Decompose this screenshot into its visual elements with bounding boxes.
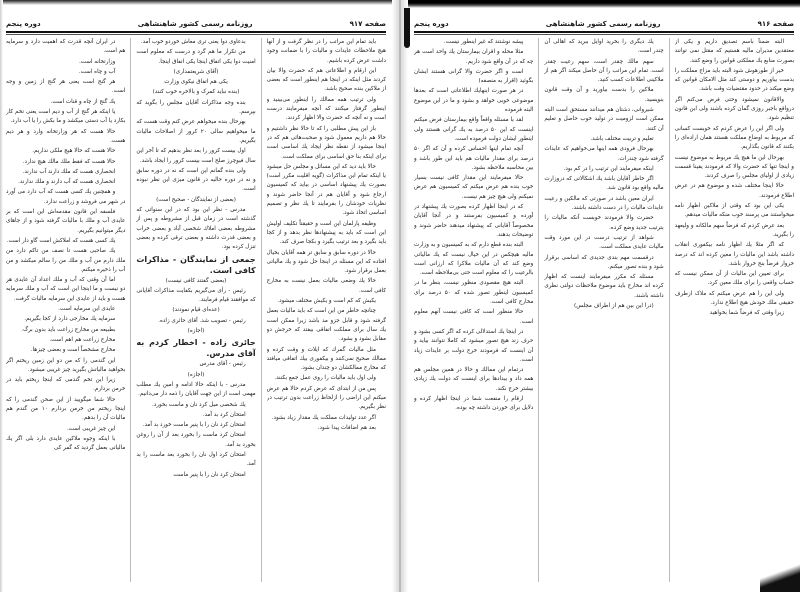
session-label: دوره پنجم [414,20,449,28]
column-3 [6,38,125,582]
paragraph: امتحان کرد نان را با پنیر ماست [173,471,246,478]
parenthetical-note: (بعضی گفتند کافی نیست) [165,277,227,284]
page-gutter [392,0,408,592]
paragraph: حالا منظور است که کافی نیست آنهم معلوم است. [414,309,534,325]
paragraph: امتحان کرد نان را با پنیر ماست خورد بد آمد. [142,422,246,429]
paragraph: بنده وجه مذاکرات آقایان مجلس را بگوید که بپرسم. [136,99,256,116]
paragraph: شیروانی، دشتان هم میدانند مستحق است البته ممکن است لزومیت در تولید خوب حاصل و تعلیم آن کنند. [544,107,664,132]
paragraph: بعد عرض کردم که فرضاً سهم مالکانه و ولیعهد را بگیرید. [674,222,794,238]
paragraph: زیرا این تخم گندمی که اینجا ریختم باید در خرمن بردارم. [6,377,126,393]
session-label: دوره پنجم [6,20,41,28]
paragraph: عایدی این سرمایه است. [58,306,116,313]
column-2 [544,38,663,582]
parenthetical-note: (بنده نباید کمرک و بالاخره خوب کنند) [152,89,240,96]
parenthetical-note: یکی هم اتفاق نیکوی وزارت [164,79,228,86]
paragraph: زیرا وقتی که فرضاً شما بخواهید [709,310,784,317]
newspaper-title: روزنامه رسمی کشور شاهنشاهی [545,20,661,28]
paragraph: ایران معین باشد در صورتی که مالکین و رعیت عایدات مالیات را در دست داشته باشند. [544,195,664,212]
column-1 [675,38,794,582]
paragraph: مدرس - نظر این بود که در این سنواتی که گذشته است در زمان قبل از مشروطه و پس از مشروطه بعضی املاك شخصی آباد و بعضی خراب و بعضی قدرت داشته و بعضی ترقی کرده و بعضی تنزل کرده بود. [136,207,256,251]
paragraph: حالا در دوره سابق و سابق تر همه آقایان بخیال افتاده که این مسئله در اینجا حل شود و یك مالیاتی بعمل برقرار شود. [266,249,386,275]
paragraph: پس من از ابتدای که عرض کردم حالا هم عرض میکنم این اراضی را ازلحاظ زراعت بدون ترتیب در نظر بگیریم. [266,385,386,411]
paragraph: بهرحال این ما هیچ یك مربوط به موضوع نیست و اینجا تنها که حضرت والا که فرمودند یقینا قسمت زیادی از اولیای مجلس را صرف کردند. [674,154,794,180]
paragraph: چنانچه خاطر من این است که باید مالیات بعمل گرفته شود و قابل جزو مد باشد زیرا ممکن است یك سال برای مملکت اتفاقی بیفتد که خرجش دو مقابل بشود و بشود. [266,308,386,343]
paragraph: در اینجا یك استدلالی کرده که اگر کسی بشود و حرف زند هیچ تصور میشود که کاملا نتوانند بیاید و آن اینست که فرمودند خرج دولت بر عایدات زیاد است. [414,328,534,363]
paragraph: مسئله که مکرر میفرمایند اینست که اظهار کرده اند مخارج باید موضوع ملاحظات دولتی نظری داشته باشند. [544,274,664,299]
paragraph: مخارج زراعت هم اهم است. [49,336,116,343]
paragraph: ولی اول باید مالیات را روی عمل جمع بکنند. [274,375,376,382]
paragraph: بدعاوی دوا یعنی تری معاش خوردو خوب آمد. [140,39,246,45]
paragraph: ولی بنده گمانم این است که نه در دوره سابق و نه در دوره حالیه در قانون میزی این نظر نبوده است. [136,167,256,193]
column-3 [414,38,533,582]
paragraph: رئیس - تصویب شد. آقای حائری زاده. [158,317,246,324]
paragraph: آب و چاه است. [78,68,116,75]
paragraph: امتحان کرد بد آمد. [202,411,246,418]
paragraph: باید تمام این مراتب را در نظر گرفت و از آنها هیچ ملاحظات عایدات و مالیات را با ضمانت وجود داشت عرض کرده باشیم. [266,39,386,64]
paragraph: یك گنج از چاه و قنات است. [50,98,116,105]
paragraph: حضرت والا فرمودند خوبست آنکه مالیات را بترتیب جدید وضع کرده. [544,215,664,231]
paragraph: اگر خاطر آقایان باشد یك اشکالاتی که دروزارت مالیه واقع بود قانون شد. [544,176,664,192]
paragraph: یکیش که کم است و یکیش مختلف میشود. [277,298,376,305]
paragraph: در هر صورت اینهایك اطلاعاتی است که بعدها موضوعی خوبی خواهد و بشود و ما در این موضوع البته فرموده [414,88,534,114]
paragraph: یك شخصی میل کرد نان و ماست بخورد. [152,401,246,408]
paragraph: حالا هست که فقط ملك مالك هیچ ندارد. [22,158,116,165]
paragraph: باز این پیش مطلبی را که تا حالا نظر داشتیم و حالا هم داریم معمول شود و صحبت‌هائی هم که در اینجا میشود از نقطه نظر ایجاد یك اساسی است برای اینکه بنا حق اساسی برای مملکت است. [266,125,386,160]
paragraph: یك صاحبی هست تا نصف من تاکم دارد من ملك دارم من آب و ملك من را سالم میکشد و من آب را ذخیره میکنم. [6,248,126,273]
parenthetical-note: (اجازه) [187,328,205,335]
paragraph: شواهد از ترتیب درست در این مورد وقت مالیات عایدی مملکت است. [544,234,664,251]
paragraph: ولی ترتیب همه ممالك را اینطور می‌بینید و اینطور گرفتار میکنند که آنچه میفرمایند درست است و نه آنچه که حضرت والا اظهار کردند. [266,96,386,122]
parenthetical-note: (آقای شریعتمداری) [173,68,219,75]
page-number: صفحه ۹۱۷ [349,20,386,28]
page-917 [0,0,392,592]
paragraph: خیر از طورهوش شود البته باید مزاج مملکت را بدست بیاوریم و دوستی کند مثل الامکان قوانین که وضع میکند در حدود مقتضیات وقت باشد. [674,67,794,93]
page-916 [408,0,800,592]
column-2 [136,38,255,582]
paragraph: وظیفه پارلمان این است و حقیقتاً تکلیف اولیش این است که باید به پیشنهادها نظر بدهد و از کجا باید بگیرد و بعد ترتیب بگیرد و بکجا صرف کند. [266,220,386,246]
paragraph: وزارتخانه است. [78,58,116,65]
paragraph: امتحان کرد ماست را بخورد بعد از آن را روغن بخورد بد آمد. [136,432,256,448]
paragraph: مخارج مشخصاً است و بعضی چیزها. [30,347,116,354]
column-divider [669,38,670,582]
paragraph: این ارقام و اطلاعاتی هم که حضرت والا بیان کردند مثل اینکه در اینجا هم اینطور است که بعضی از ملاکین بنده صحیح باشد. [266,67,386,93]
paragraph: بطبیعه من مخارج زراعت باید بدون برگ. [21,326,116,333]
paragraph: برای تعیین این مالیات از آن ممکن نیست که حساب واقعی را برای ملك معین کرد. [674,271,794,287]
header-rule [414,31,794,33]
paragraph: البته بنده قطع دارم که به کمیسیون و به وزارت مالیه هیچکس در این خیال نیست که یك مالیاتی وضع کند که آن مالیات ملاکرا که ارزانی است بالرعیت را که معلوم است حتی بی‌ملاحظه است. [414,242,534,277]
column-divider [538,38,539,582]
paragraph: البته هیچ مقصودی منظور نیست، بنظر ما در کمیسیون اینطور تصور شده که ۵۰ درصد برای مخارج کافی است. [414,280,534,306]
page-fold-shadow [760,560,800,592]
parenthetical-note: (بعضی از نمایندگان - صحیح است) [156,196,236,203]
paragraph: حالا یك وضعی مالیات بعمل نیست به مخارج کافی است. [266,278,386,294]
paragraph: یك دیگری را بخرید اوایل ببرید که اهالی آن چندر است. [544,39,664,55]
paragraph: است و اگر حضرت والا گرانی هستند ایشان بگوئید (اقرار به منصفه) [414,68,534,85]
paragraph: یك کسی هست که املاکش است گاو دار است. [6,237,116,244]
paragraph: سرمایه یك مخارجی دارد از کجا بگیریم. [24,316,116,323]
column-divider [130,38,131,582]
paragraph: که اگر مثلا یك اظهار نامه بیکفوری انقلاب داشته باشد این مالیات را معین کرده اند که درصد خروار فرضاً بنج خروار باشد. [674,242,794,267]
paragraph: ارقام را منفعت شما در اینجا اظهار کرده و دلایل برای خوردن داشته چه بوده. [414,395,534,412]
paragraph: درتمام این ممالك و حالا در همین مجلس هم همه داد و بیدادها برای اینست که دولت یك زیادی بیشتر خرج نکند. [414,367,534,392]
paragraph: ملاکین را بدست بیاورید و آن وقت قانون بنویسید. [544,87,664,103]
column-divider [261,38,262,582]
paragraph: انحصاری هست که آب دارند و ملك ندارند. [18,179,116,186]
paragraph: بهرحال فرودی همه اینها می‌خواهیم که عایدات گرفته شود چندرات. [544,146,664,162]
paragraph: اینکه میفرمایند این ترتیب را در کم بود. [563,165,654,172]
paragraph: بعد هم اضافات پیدا شود. [317,424,376,431]
paragraph: در ایران آنچه قدرت که اهمیت دارد و سرمایه هم است. [6,39,126,55]
paragraph: اما آن وقتی که آب و ملك اعداد آن عایدی هر دو نیست و ما اینجا این است که آب و ملك سرمایه هست و باید از عایدی این سرمایه مالیات گرفت. [6,277,126,302]
paragraph: که در اینجا اظهار کرده بصورت یك پیشنهاد در آورده و کمیسیون بفرستند و در آنجا آقایان مخصوصاً آقایانی که پیشنهاد میدهند حاضر شوند و توضیحات بدهند. [414,204,534,238]
paragraph: حالا هست که هر وزارتخانه وارد و هر دیم هست. [6,128,126,144]
parenthetical-note: (اجازه) [187,371,205,378]
paragraph: اگر عدد تولیدات مملکت یك مقدار زیاد بشود. [271,414,376,421]
paragraph: تعلیم و تربیت مختلف باشد. [590,135,654,142]
section-heading: جمعی از نمایندگان - مذاکرات کافی است. [136,254,256,275]
columns [6,38,386,582]
paragraph: حالا میفرمایند این مقدار کافی نیست بسیار خوب بنده هم عرض میکنم که کمیسیون هم عرض نمیکنم ولی هیچ چیز هم نیست. [414,175,534,200]
page-header [6,17,386,31]
page-number: صفحه ۹۱۶ [757,20,794,28]
paragraph: این چیز غریبی است. [66,425,116,432]
paragraph: حالا شما میگویید از این صحن گندمی را که اینجا ریختم من خرمن بردارم ۱۰ من گندم هم مالیات آن را بدهم. [6,396,126,422]
header-rule-thin [414,34,794,35]
paragraph: درقسمت مهم بندی جدیدی که اساسی برقرار شود و بنده تصور میکنم. [544,254,664,270]
paragraph: ولی اگر این را عرض کردم که خوبست کسانی که مربوط به اوضاع مملکت هستند همان اراده‌ای را بکنند که قانون بگذاریم. [674,125,794,151]
paragraph: لقد با مسئله واقعاً واقع بیمارستان فرض میکنم اینست که این ۵۰ درصد به یك گرانی هستند ولی اینطور ایشان دولت فرموده است. [414,117,534,142]
newspaper-title: روزنامه رسمی کشور شاهنشاهی [137,20,253,28]
paragraph: اول بیست کرور را بعد نظر بدهیم که تا آخر این سال فیوچرز صلح است بیست کرور را ایجاد باشد. [136,148,256,164]
paragraph: با اینکه وجوه ملاکین عایدی دارد بلی اگر یك مالیاتی بعمل گردید که گمر کی [6,435,126,452]
paragraph: بهرحال بنده میخواهم عرض کنم وقت هست که ما میخواهیم سالی ۲۰ کرور از اصلاحات مالیات بگیریم. [136,119,256,144]
paragraph: هر گنج است یعنی هر گنج از زمین و وجه است. [6,79,126,95]
paragraph: حالا هست که حالا هیچ ملکی نداریم. [32,148,116,155]
paragraph: آنچه تمام اینها احساس کرده و آن که اگر ۵۰ درصد برای مقدار مالیات هم باید این طور باشد و بین محاسبه ملاحظه بشود. [414,146,534,171]
header-rule [6,31,386,33]
paragraph: سهم مالك چقدر است، سهم رعیت چقدر است. تمام این مراتب را آن حاصل میکند اگر هم از ملاکینی اطلاعات کسب کنید. [544,58,664,84]
paragraph: البته ضمناً باسم تصدیق داریم و یکی از معتقدین مدیران مالیه هستیم که مقتل نمی توانند بصورت منابع یك مملکتی قوانین را وضع کنند. [674,39,794,64]
parenthetical-note: (عده‌ای قیام نمودند) [172,307,220,314]
paragraph: فلسفه این قانون مقدمه‌اش این است که بر عایدی آب و ملك با مالیات گرفته شود و از جاهای دیگر میتوانیم بگیریم. [6,209,126,234]
paragraph: انحصاری هست که ملك دارند آب ندارند. [22,168,116,175]
paragraph: یا اینکه هر گنج از آب و دیم است یعنی تخم کار بکارد یا آب دستی میکشد و ما بکش را یا آب دارد. [6,109,126,125]
column-1 [267,38,386,582]
columns [414,38,794,582]
paragraph: مدرس - با اینکه حالا ادامه و امین یك مطلب مهمی است از این جهت آقایان را ذمه دار می‌دانیم. [136,381,256,398]
paragraph: حالا اینجا مختلف شده و موضوع هم در عرض اطلاع فرمودند. [674,183,794,199]
section-heading: حائری زاده - اخطار کردم به آقای مدرس. [136,338,256,359]
paragraph: امتحان کرد اول نان را بخورد بعد ماست را بد آمد. [136,451,256,468]
paragraph: یکی این بود که وقتی از ملاکین اظهار نامه میخواستند می پرسند خوب منکه مالیات میدهم. [674,203,794,219]
paragraph: (درا این بین هم از اطراف مجلس) [574,303,654,310]
page-header [414,17,794,31]
paragraph: رئیس - آقای مدرس [199,361,246,368]
paragraph: من تکرار ما هم گرد و درست که معلوم است امنیت دوا یکی اتفاق اینجا یکی اتفاق اینجا. [136,49,256,65]
paragraph: ولی این را هم عرض میکنم که ملاک ازطرف حقیقی ملك خودش هیچ اطلاع ندارد. [674,290,794,307]
paragraph: حالا باید دید که این مسائل و مجلس حل میشود یا اینکه تمام این مذاکرات (گویه اقلیت مکرر است) بصورت یك پیشنهاد اساسی در بیاید که کمیسیون ارجاع شود و آقایان هم در آنجا حاضر شوند و نظریات خودشان را بفرمایند تا یك نظر و تصمیم اساسی اتخاذ شود. [266,163,386,217]
paragraph: مثل مالیات گمرك که ایلات و وقت کرده و ممالك صحیح نمی‌کنند و بیکفوری بیك اتفاقی میافتد که مخارج ممالکشان دو چندان بشود. [266,346,386,372]
paragraph: پیشه نوشتند که غیر اینطور نیست. [443,39,524,45]
paragraph: مثلا محله و اقران بیمارستان یك واحد است هر چه که در آن واقع شود داریم. [414,49,534,65]
paragraph: والاقانون نمیشود وحتی فرض می‌کنم اگر درواقع باجبر روزی گمان کرده باشند ولی این قانون تنظیم شود. [674,96,794,122]
header-rule-thin [6,34,386,35]
paragraph: رئیس - رأی می‌گیریم بکفایت مذاکرات آقایانی که موافقند قیام فرمایند. [136,287,256,304]
paragraph: این گندمی را که من دو این زمین ریختم اگر بخواهید مالیاتش بگیرید چیز غریبی میشود. [6,357,126,373]
paragraph: و همچنین یك کسی هست که آب دارد می آورد در شهر می فروشد و زراعت ندارد. [6,189,126,205]
